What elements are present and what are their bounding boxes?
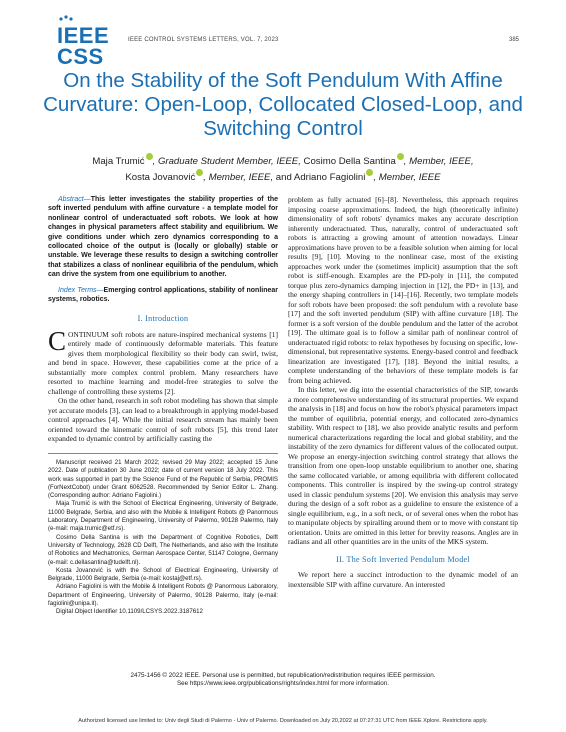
author-role: , Graduate Student Member, IEEE, bbox=[152, 156, 301, 167]
author-list bbox=[40, 153, 526, 185]
author-name: Cosimo Della Santina bbox=[300, 156, 396, 167]
copyright-line: 2475-1456 © 2022 IEEE. Personal use is permitted, but republication/redistribution requires IEEE permission. bbox=[130, 672, 436, 679]
section-heading: I. Introduction bbox=[137, 314, 189, 324]
abstract bbox=[48, 195, 278, 280]
abstract-text: This letter investigates the stability properties of the soft inverted pendulum with affine curvature - a template model for nonlinear control of underactuated soft robots. We look at how changes in physical parameters affect stability and equilibrium. We give conditions under which zero dynamics corresponding to a collocated choice of the output is (locally or globally) stable or unstable. We leverage these results to design a switching controller that stabilizes a class of nonlinear equilibria of the pendulum, which can drive the system from one equilibrium to another. bbox=[48, 196, 278, 279]
intro-paragraph bbox=[48, 325, 278, 397]
author-role: , Member, IEEE bbox=[373, 172, 441, 183]
drop-cap: C bbox=[48, 325, 67, 356]
index-terms bbox=[48, 286, 278, 305]
body-paragraph: We report here a succinct introduction to the dynamic model of an inextensible SIP with affine curvature. An interested bbox=[288, 570, 518, 589]
doi-footnote[interactable]: Digital Object Identifier 10.1109/LCSYS.2022.3187612 bbox=[56, 608, 203, 616]
paper-title: On the Stability of the Soft Pendulum With Affine Curvature: Open-Loop, Collocated Closed-Loop, and Switching Control bbox=[43, 69, 523, 140]
section-heading: II. The Soft Inverted Pendulum Model bbox=[336, 554, 470, 564]
orcid-icon[interactable] bbox=[146, 153, 153, 160]
orcid-icon[interactable] bbox=[397, 153, 404, 160]
body-paragraph: In this letter, we dig into the essential characteristics of the SIP, towards a more comprehensive understanding of its structural properties. We expand the analysis in [18] and focus on how the robot's physical parameters impact the number of equilibria, potential energy, and collocated zero-dynamics stability. With respect to [18], we also provide analytic results and perform numerical characterizations regarding the local and global stability, and the instability of the zero dynamics for different values of the collocated output. We propose an energy-injection switching control strategy that allows the transition from one open-loop unstable equilibrium to another one, sharing the same collocated variable, or among equilibria with different collocated components. This controller is inspired by the swing-up control strategy used in classic pendulum systems [20]. We envision this analysis may serve during the design of a soft robot as a guideline to ensure the existence of a single equilibrium, e.g., in a soft neck, or of several ones when the robot has to manipulate objects by spiralling around them or to move with constant tip orientation. Units are omitted in this letter for brevity reasons. Angles are in radians and all other quantities are in the units of the MKS system. bbox=[288, 385, 518, 546]
logo-ieee-text: IEEE bbox=[57, 23, 110, 48]
footnote: Adriano Fagiolini is with the Mobile & Intelligent Robots @ Panormous Laboratory, Department of Engineering, University of Palermo, 90128 Palermo, Italy (e-mail: fagiolini@unipa.it). bbox=[48, 583, 278, 608]
logo-css-text: CSS bbox=[57, 44, 104, 69]
rights-link[interactable]: See https://www.ieee.org/publications/rights/index.html for more information. bbox=[176, 680, 390, 688]
footnote: Maja Trumić is with the School of Electrical Engineering, University of Belgrade, 11000 Belgrade, Serbia, and also with the Mobile & Intelligent Robots @ Panormous Laboratory, Department of Engineering, University of Palermo, 90128 Palermo, Italy (e-mail: maja.trumic@etf.rs). bbox=[48, 500, 278, 533]
footnote: Cosimo Della Santina is with the Department of Cognitive Robotics, Delft University of Technology, 2628 CD Delft, The Netherlands, and also with the Institute of Robotics and Mechatronics, German Aerospace Center, 51147 Cologne, Germany (e-mail: c.dellasantina@tudelft.nl). bbox=[48, 533, 278, 566]
intro-text: soft robots are nature-inspired mechanical systems [1] entirely made of continuously deformable materials. This feature gives them morphological flexibility so their body can swirl, twist, and bend in space. However, these capabilities come at the price of a substantially more complex control problem. Many researchers have resorted to machine learning and model-free strategies to solve the challenge of controlling these systems [2]. bbox=[48, 329, 278, 396]
author-role: , Member, IEEE, bbox=[203, 172, 274, 183]
body-paragraph: problem as fully actuated [6]–[8]. Nevertheless, this approach requires imposing coarse approximations. Indeed, the high (theoretically infinite) dimensionality of soft robots' dynamics makes any accurate description inherently underactuated. Thus, naturally, control of underactuated soft robots is attracting a growing amount of attention nowadays. Linear approximations have proven to be a feasible solution when aiming for local results [9], [10]. Moving to the nonlinear case, most of the existing approaches work under the (sometimes implicit) assumption that the soft robot is stiff-enough. Examples are the PD-poly in [11], the computed torque plus zero-dynamics damping injection in [12], the PD+ in [13], and the energy shaping controllers in [14]–[16]. Recently, two template models for soft robots have been proposed: the soft pendulum with a revolute base [17] and the soft inverted pendulum (SIP) with affine curvature [18]. The former is a soft version of the double pendulum and the latter of the acrobot [19]. The ultimate goal is to follow a similar path of nonlinear control of underactuated rigid robots: to relax hypotheses by focusing on specific, low-dimensional, but representative systems. Energy-based control and feedback linearization are investigated [17], [18]. Beyond the initial results, a complete understanding of the behaviors of these template models is far from being achieved. bbox=[288, 195, 518, 385]
intro-first-word: ONTINUUM bbox=[68, 329, 109, 339]
license-notice: Authorized licensed use limited to: Univ degli Studi di Palermo - Univ of Palermo. Downloaded on July 20,2022 at 07:27:31 UTC from IEEE Xplore. Restrictions apply. bbox=[78, 718, 488, 724]
page-number: 385 bbox=[509, 37, 520, 43]
author-name: Maja Trumić bbox=[92, 156, 145, 167]
journal-header: IEEE CONTROL SYSTEMS LETTERS, VOL. 7, 2023 bbox=[128, 37, 279, 43]
footnote-divider bbox=[48, 453, 278, 454]
author-role: , Member, IEEE, bbox=[403, 156, 474, 167]
left-column bbox=[48, 195, 278, 617]
index-terms-text: Emerging control applications, stability of nonlinear systems, robotics. bbox=[48, 286, 279, 304]
right-column bbox=[288, 195, 518, 589]
intro-paragraph: On the other hand, research in soft robot modeling has shown that simple yet accurate models [3], can lead to a breakthrough in applying model-based control approaches [4]. While the initial research stream has mainly been oriented toward the kinematic control of soft robots [5], this trend later expanded to dynamic control by artificially casting the bbox=[48, 396, 278, 444]
copyright-notice bbox=[48, 672, 518, 688]
index-terms-heading: Index Terms— bbox=[58, 286, 104, 294]
author-name: Kosta Jovanović bbox=[125, 172, 196, 183]
abstract-heading: Abstract— bbox=[58, 196, 91, 203]
footnote: Kosta Jovanović is with the School of Electrical Engineering, University of Belgrade, 11000 Belgrade, Serbia (e-mail: kostaj@etf.rs). bbox=[48, 566, 278, 583]
author-name: and Adriano Fagiolini bbox=[273, 172, 366, 183]
footnote: Manuscript received 21 March 2022; revised 29 May 2022; accepted 15 June 2022. Date of publication 30 June 2022; date of current version 18 July 2022. This work was supported in part by the Science Fund of the Republic of Serbia, PROMIS (ForNextCobot) under Grant 6062528. Recommended by Senior Editor L. Zhang. (Corresponding author: Adriano Fagiolini.) bbox=[48, 458, 278, 500]
